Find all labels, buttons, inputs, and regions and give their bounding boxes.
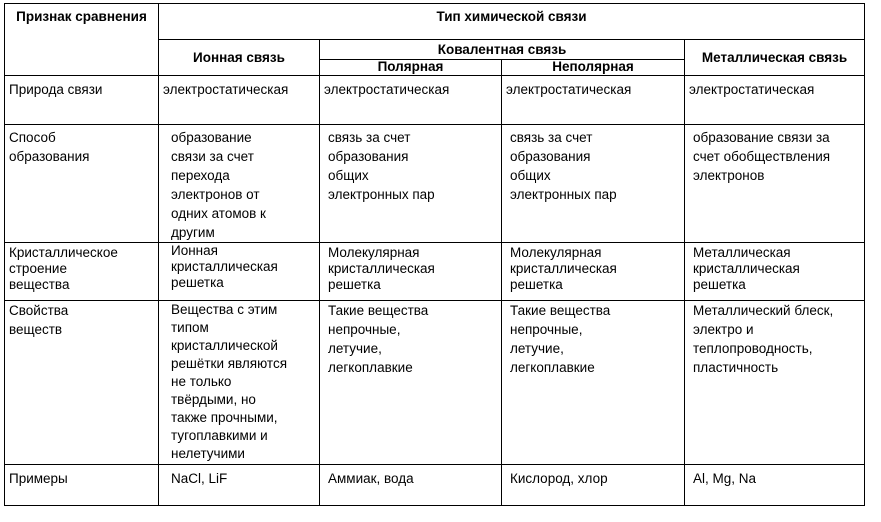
table-row <box>5 125 865 243</box>
header-polar: Полярная <box>377 59 444 74</box>
header-sign: Признак сравнения <box>16 9 147 24</box>
header-metallic-cell <box>685 40 865 76</box>
row-label: Способ образования <box>5 125 159 243</box>
cell-polar: электростатическая <box>320 76 502 125</box>
cell-nonpolar: Молекулярная кристаллическая решетка <box>502 243 685 301</box>
header-nonpolar: Неполярная <box>552 59 634 74</box>
header-ionic-cell <box>159 40 320 76</box>
cell-ionic: NaCl, LiF <box>159 465 320 506</box>
header-nonpolar-cell <box>502 60 685 76</box>
cell-ionic: Ионная кристаллическая решетка <box>159 243 320 301</box>
row-label: Примеры <box>5 465 159 506</box>
cell-metallic: Al, Mg, Na <box>685 465 865 506</box>
header-covalent-cell <box>320 40 685 60</box>
cell-nonpolar: связь за счет образования общих электронных пар <box>502 125 685 243</box>
comparison-table <box>4 3 865 506</box>
cell-ionic: Вещества с этим типом кристаллической решётки являются не только твёрдыми, но также прочными, тугоплавкими и нелетучими <box>159 301 320 465</box>
cell-nonpolar: Такие вещества непрочные, летучие, легкоплавкие <box>502 301 685 465</box>
cell-metallic: Металлическая кристаллическая решетка <box>685 243 865 301</box>
cell-polar: Аммиак, вода <box>320 465 502 506</box>
cell-ionic: образование связи за счет перехода электронов от одних атомов к другим <box>159 125 320 243</box>
cell-metallic: электростатическая <box>685 76 865 125</box>
cell-metallic: образование связи за счет обобществления электронов <box>685 125 865 243</box>
cell-nonpolar: Кислород, хлор <box>502 465 685 506</box>
cell-nonpolar: электростатическая <box>502 76 685 125</box>
row-label: Природа связи <box>5 76 159 125</box>
header-sign-cell <box>5 4 159 76</box>
cell-ionic: электростатическая <box>159 76 320 125</box>
cell-polar: Молекулярная кристаллическая решетка <box>320 243 502 301</box>
table-row <box>5 76 865 125</box>
cell-polar: связь за счет образования общих электронных пар <box>320 125 502 243</box>
table-row <box>5 243 865 301</box>
table-row <box>5 465 865 506</box>
header-type-cell <box>159 4 865 40</box>
header-covalent: Ковалентная связь <box>437 42 567 57</box>
cell-metallic: Металлический блеск, электро и теплопроводность, пластичность <box>685 301 865 465</box>
row-label: Кристаллическое строение вещества <box>5 243 159 301</box>
cell-polar: Такие вещества непрочные, летучие, легкоплавкие <box>320 301 502 465</box>
header-type: Тип химической связи <box>436 9 587 24</box>
row-label: Свойства веществ <box>5 301 159 465</box>
header-ionic: Ионная связь <box>193 50 285 65</box>
header-polar-cell <box>320 60 502 76</box>
header-metallic: Металлическая связь <box>701 50 848 65</box>
table-row <box>5 301 865 465</box>
